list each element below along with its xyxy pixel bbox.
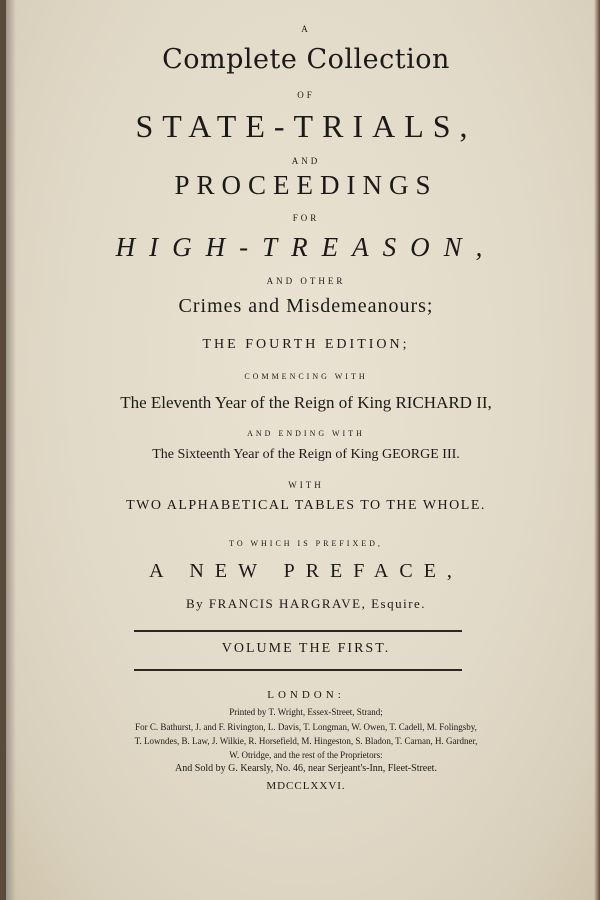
new-preface: A NEW PREFACE, — [149, 560, 463, 582]
imprint-booksellers-3: W. Otridge, and the rest of the Proprietors: — [229, 750, 383, 760]
imprint-printer: Printed by T. Wright, Essex-Street, Strand; — [229, 707, 383, 717]
commencing-with: COMMENCING WITH — [244, 372, 368, 381]
prefixed-line: TO WHICH IS PREFIXED, — [229, 539, 383, 548]
word-and: AND — [291, 156, 321, 166]
volume-line: VOLUME THE FIRST. — [221, 641, 391, 656]
imprint-sold-by: And Sold by G. Kearsly, No. 46, near Serjeant's-Inn, Fleet-Street. — [175, 763, 437, 774]
imprint-booksellers-1: For C. Bathurst, J. and F. Rivington, L. Davis, T. Longman, W. Owen, T. Cadell, M. Folingsby, — [135, 722, 477, 732]
and-other: AND OTHER — [266, 276, 346, 286]
word-with: WITH — [288, 480, 324, 490]
rule-bottom — [134, 669, 462, 671]
article-a: A — [301, 24, 311, 34]
word-of: OF — [297, 90, 315, 100]
title-proceedings: PROCEEDINGS — [174, 170, 438, 200]
reign-end-line: The Sixteenth Year of the Reign of King GEORGE III. — [152, 447, 460, 462]
title-state-trials: STATE-TRIALS, — [135, 108, 477, 144]
edition-line: THE FOURTH EDITION; — [202, 337, 410, 352]
rule-top — [134, 630, 462, 632]
title-complete-collection: Complete Collection — [162, 44, 450, 75]
word-for: FOR — [292, 213, 320, 223]
tables-line: TWO ALPHABETICAL TABLES TO THE WHOLE. — [126, 498, 486, 513]
reign-start-line: The Eleventh Year of the Reign of King RICHARD II, — [120, 393, 492, 412]
imprint-year: MDCCLXXVI. — [266, 780, 346, 792]
crimes-line: Crimes and Misdemeanours; — [178, 295, 434, 317]
imprint-booksellers-2: T. Lowndes, B. Law, J. Wilkie, R. Horsefield, M. Hingeston, S. Bladon, T. Carnan, H. Gardner, — [134, 736, 478, 746]
title-page — [6, 0, 600, 900]
title-high-treason: HIGH-TREASON, — [115, 232, 497, 262]
ending-with: AND ENDING WITH — [247, 429, 365, 438]
author-line: By FRANCIS HARGRAVE, Esquire. — [185, 596, 427, 611]
imprint-city: LONDON: — [267, 689, 345, 701]
